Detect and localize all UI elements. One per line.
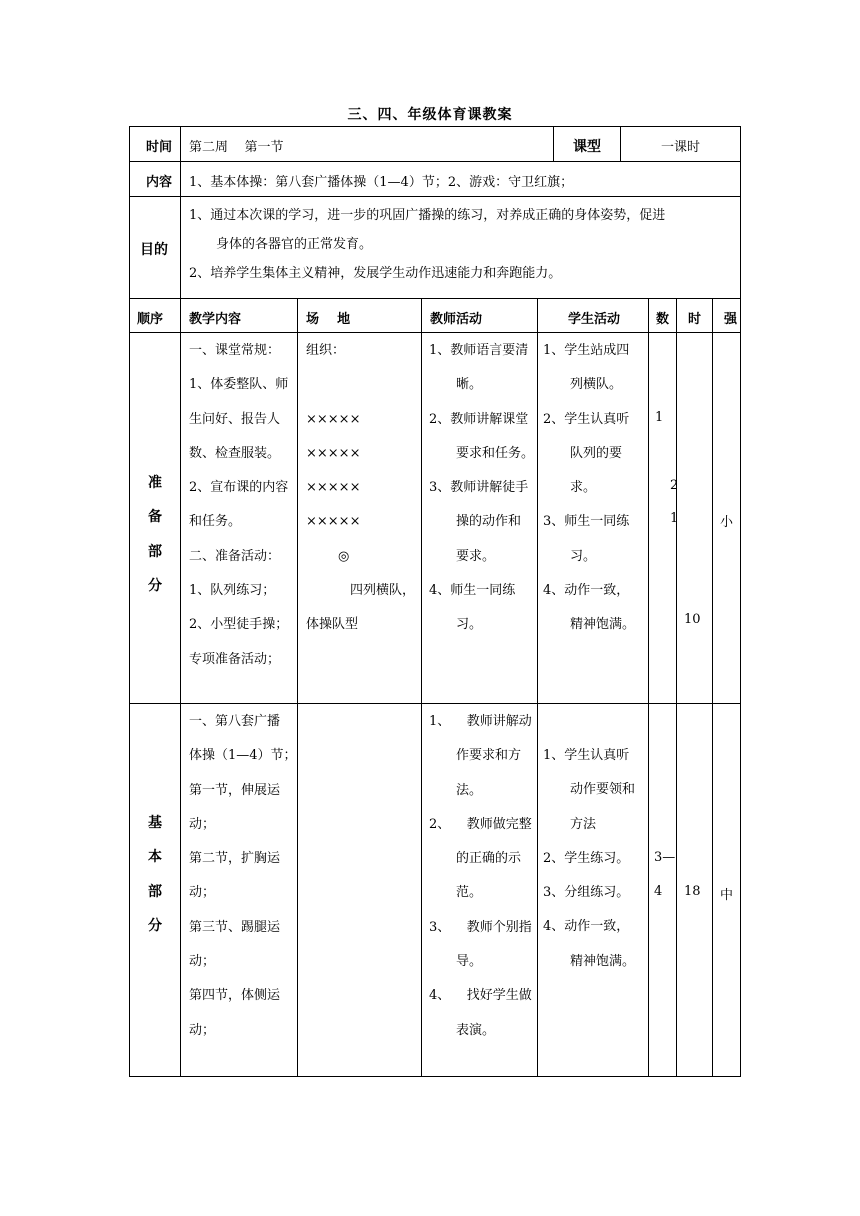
prep-time: 10 [684,612,701,627]
section-char: 分 [148,577,162,594]
text-line: 体操（1—4）节； [189,748,297,764]
text-line: 范。 [456,885,483,901]
text-line: 队列的要 [570,445,623,461]
text-line: 习。 [570,548,597,564]
lesson-type-label: 课型 [573,139,601,155]
time-label: 时间 [146,140,173,155]
text-line: 动； [189,1022,216,1038]
purpose-text [189,201,740,288]
section-char: 基 [148,815,162,831]
column-divider [648,298,649,1077]
text-line: 操的动作和 [456,514,522,530]
text-line: 动； [189,954,216,970]
row-divider [129,196,741,197]
text-line: 要求和任务。 [456,445,535,461]
prep-intensity: 小 [720,515,734,530]
text-line: 3、 教师个别指 [429,919,532,935]
formation-row: ××××× [306,411,361,427]
text-line: 专项准备活动； [189,651,281,667]
col-count: 数 [656,312,670,327]
prep-teaching-content [189,334,297,677]
content-value: 1、基本体操：第八套广播体操（1—4）节；2、游戏：守卫红旗； [189,175,574,190]
text-line: 四列横队， [350,583,416,599]
row-divider [129,161,741,162]
text-line: 第四节，体侧运 [189,988,281,1004]
time-value: 第二周 第一节 [189,140,284,155]
text-line: 动作要领和 [570,782,636,798]
column-divider [676,298,677,1077]
row-divider [129,703,741,704]
formation-row: ××××× [306,445,361,461]
text-line: 导。 [456,954,483,970]
prep-student-activity [543,334,648,643]
text-line: 数、检查服装。 [189,445,281,461]
text-line: 4、动作一致， [543,583,630,599]
section-char: 备 [148,509,162,526]
section-char: 本 [148,849,162,866]
prep-count-3: 1 [670,511,679,526]
purpose-line: 1、通过本次课的学习，进一步的巩固广播操的练习，对养成正确的身体姿势，促进 [189,208,666,223]
text-line: 求。 [570,480,597,496]
text-line: 2、 教师做完整 [429,816,532,832]
text-line [306,368,421,402]
text-line: 4、 找好学生做 [429,988,532,1004]
text-line: 第二节，扩胸运 [189,851,281,867]
col-student-activity: 学生活动 [568,312,621,327]
column-divider [537,298,538,1077]
text-line: 1、 教师讲解动 [429,714,532,729]
text-line: 2、教师讲解课堂 [429,411,529,427]
text-line: 2、宣布课的内容 [189,480,289,496]
prep-count-1: 1 [655,410,664,425]
text-line: 3、分组练习。 [543,885,630,901]
text-line: 4、师生一同练 [429,583,516,599]
prep-teacher-activity [429,334,537,643]
basic-section-label [130,806,180,943]
col-intensity: 强 [724,312,738,327]
basic-teacher-activity [429,705,537,1048]
column-divider [421,298,422,1077]
text-line: 要求。 [456,548,496,564]
prep-section-label [130,466,180,603]
formation-row: ××××× [306,514,361,530]
basic-count-1: 3— [654,850,676,865]
text-line: 习。 [456,617,483,633]
text-line: 1、队列练习； [189,583,276,599]
page-title: 三、四、年级体育课教案 [347,107,513,123]
text-line: 3、师生一同练 [543,514,630,530]
text-line: 体操队型 [306,617,359,633]
prep-count-2: 2 [670,478,679,493]
section-char: 部 [148,883,162,900]
text-line: 1、学生站成四 [543,343,630,358]
col-venue: 场 地 [306,312,351,327]
basic-student-activity [543,739,648,979]
text-line: 精神饱满。 [570,953,636,969]
text-line: 一、课堂常规： [189,343,281,358]
text-line: 2、小型徒手操； [189,617,289,633]
text-line: 1、学生认真听 [543,748,630,763]
row-divider [129,298,741,299]
section-char: 部 [148,543,162,560]
text-line: 2、学生认真听 [543,411,630,427]
purpose-line: 身体的各器官的正常发育。 [216,237,373,252]
text-line: 列横队。 [570,377,623,393]
purpose-line: 2、培养学生集体主义精神，发展学生动作迅速能力和奔跑能力。 [189,266,562,281]
teacher-position-icon: ◎ [338,548,350,564]
prep-venue [306,334,421,643]
basic-teaching-content [189,705,297,1048]
basic-time: 18 [684,884,701,899]
text-line: 晰。 [456,377,483,393]
text-line: 组织： [306,343,346,358]
text-line: 生问好、报告人 [189,411,281,427]
text-line: 二、准备活动： [189,548,281,564]
text-line: 第三节、踢腿运 [189,919,281,935]
col-teaching-content: 教学内容 [189,312,242,327]
text-line: 1、教师语言要清 [429,343,529,358]
column-divider [180,126,181,1077]
content-label: 内容 [146,175,173,190]
text-line: 动； [189,885,216,901]
formation-row: ××××× [306,480,361,496]
text-line: 法。 [456,782,483,798]
basic-intensity: 中 [720,888,734,903]
column-divider [297,298,298,1077]
section-char: 分 [148,917,162,934]
text-line: 3、教师讲解徒手 [429,480,529,496]
text-line: 方法 [570,816,597,832]
text-line: 表演。 [456,1022,496,1038]
text-line: 动； [189,816,216,832]
col-time: 时 [688,312,702,327]
text-line: 第一节，伸展运 [189,782,281,798]
text-line: 作要求和方 [456,748,522,764]
row-divider [129,332,741,333]
lesson-type-value: 一课时 [660,140,700,155]
basic-count-2: 4 [654,884,663,899]
text-line: 精神饱满。 [570,617,636,633]
column-divider [712,298,713,1077]
text-line: 的正确的示 [456,851,522,867]
text-line: 一、第八套广播 [189,714,281,729]
col-order: 顺序 [137,312,164,327]
section-char: 准 [148,475,162,491]
text-line: 1、体委整队、师 [189,377,289,393]
col-teacher-activity: 教师活动 [430,312,483,327]
text-line: 4、动作一致， [543,919,630,935]
purpose-label: 目的 [140,242,168,258]
text-line: 2、学生练习。 [543,850,630,866]
text-line: 和任务。 [189,514,242,530]
column-divider [553,126,554,161]
